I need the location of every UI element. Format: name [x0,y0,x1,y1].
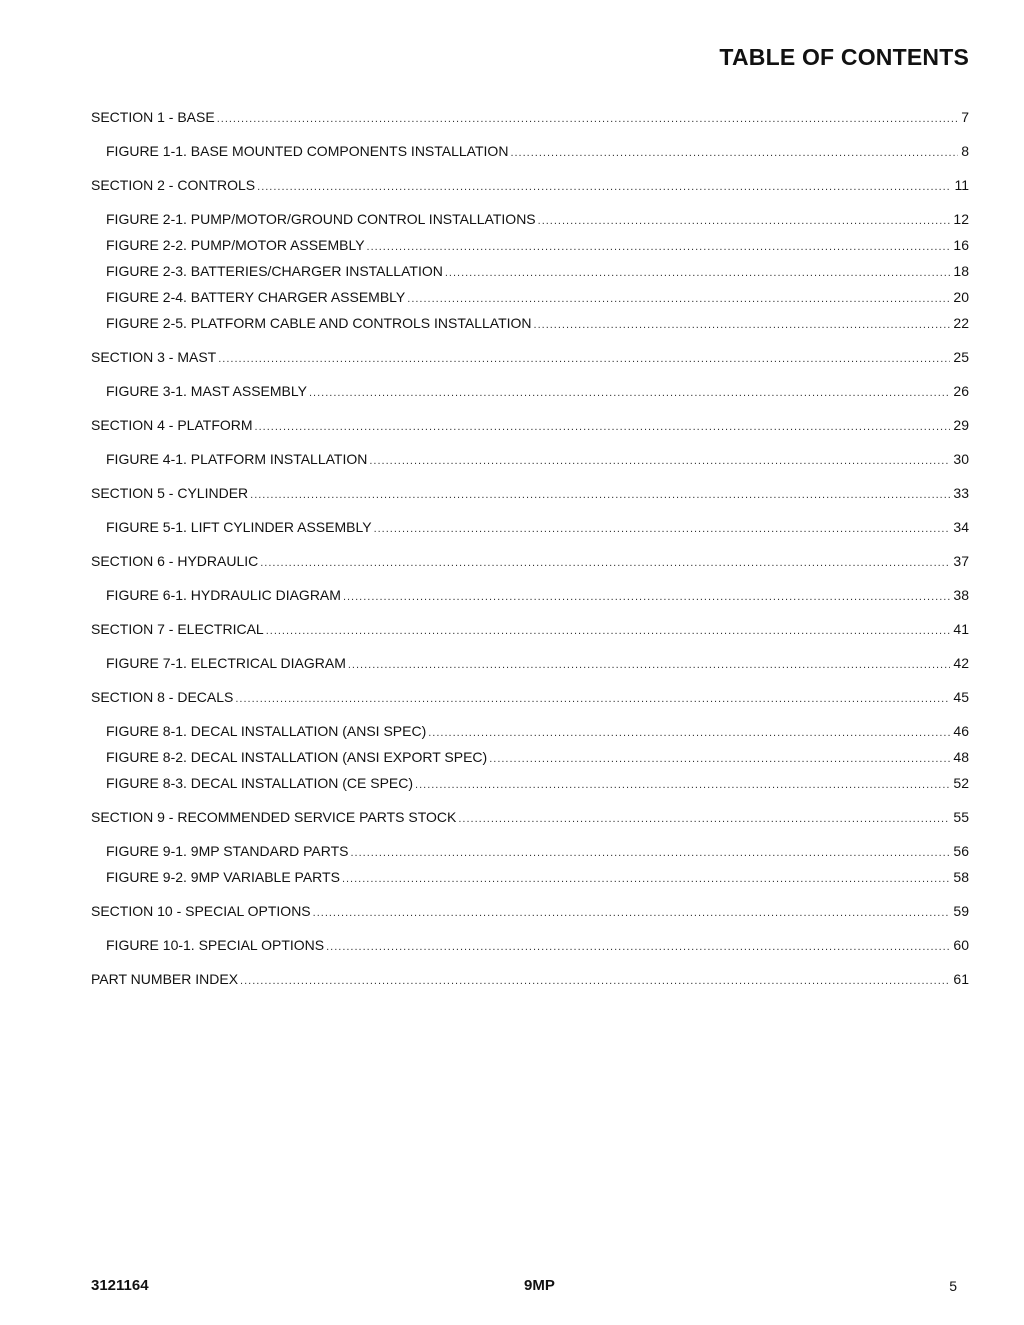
dot-leader [350,844,950,862]
footer-model: 9MP [524,1277,555,1294]
dot-leader [407,290,950,308]
toc-entry-page-number: 30 [953,451,969,467]
toc-entry-page-number: 48 [953,749,969,765]
toc-entry-label: FIGURE 8-2. DECAL INSTALLATION (ANSI EXPORT SPEC) [106,749,488,765]
dot-leader [428,724,950,742]
toc-section-entry[interactable] [91,970,969,988]
dot-leader [313,904,951,922]
dot-leader [309,384,950,402]
toc-entry-label: SECTION 10 - SPECIAL OPTIONS [91,903,311,919]
toc-entry-label: FIGURE 8-3. DECAL INSTALLATION (CE SPEC) [106,775,414,791]
toc-entry-page-number: 18 [953,263,969,279]
page-title: TABLE OF CONTENTS [719,44,969,70]
toc-section-entry[interactable] [91,176,969,194]
footer-page-number: 5 [949,1278,957,1294]
dot-leader [415,776,950,794]
toc-entry-label: FIGURE 4-1. PLATFORM INSTALLATION [106,451,368,467]
dot-leader [343,588,950,606]
toc-figure-entry[interactable] [91,142,969,160]
dot-leader [250,486,950,504]
toc-entry-page-number: 41 [953,621,969,637]
toc-entry-label: SECTION 5 - CYLINDER [91,485,249,501]
dot-leader [217,110,959,128]
toc-entry-page-number: 7 [961,109,969,125]
toc-entry-label: FIGURE 9-1. 9MP STANDARD PARTS [106,843,349,859]
toc-figure-entry[interactable] [91,518,969,536]
toc-entry-page-number: 26 [953,383,969,399]
dot-leader [240,972,950,990]
toc-entry-label: SECTION 8 - DECALS [91,689,234,705]
toc-entry-label: SECTION 6 - HYDRAULIC [91,553,259,569]
toc-section-entry[interactable] [91,552,969,570]
toc-entry-label: SECTION 9 - RECOMMENDED SERVICE PARTS STOCK [91,809,457,825]
toc-figure-entry[interactable] [91,748,969,766]
toc-entry-label: FIGURE 10-1. SPECIAL OPTIONS [106,937,325,953]
toc-section-entry[interactable] [91,902,969,920]
dot-leader [458,810,950,828]
dot-leader [257,178,951,196]
toc-entry-page-number: 42 [953,655,969,671]
toc-entry-label: PART NUMBER INDEX [91,971,239,987]
toc-entry-page-number: 38 [953,587,969,603]
toc-entry-page-number: 55 [953,809,969,825]
dot-leader [538,212,951,230]
toc-entry-label: FIGURE 1-1. BASE MOUNTED COMPONENTS INSTALLATION [106,143,509,159]
toc-entry-page-number: 22 [953,315,969,331]
dot-leader [374,520,951,538]
toc-entry-page-number: 8 [961,143,969,159]
toc-entry-label: FIGURE 2-2. PUMP/MOTOR ASSEMBLY [106,237,365,253]
toc-entry-page-number: 20 [953,289,969,305]
toc-figure-entry[interactable] [91,382,969,400]
toc-entry-page-number: 33 [953,485,969,501]
toc-figure-entry[interactable] [91,236,969,254]
toc-figure-entry[interactable] [91,210,969,228]
toc-section-entry[interactable] [91,416,969,434]
toc-entry-label: FIGURE 2-1. PUMP/MOTOR/GROUND CONTROL INSTALLATIONS [106,211,536,227]
toc-entry-page-number: 11 [954,177,969,193]
dot-leader [266,622,951,640]
toc-figure-entry[interactable] [91,314,969,332]
toc-entry-label: SECTION 3 - MAST [91,349,217,365]
toc-entry-label: FIGURE 7-1. ELECTRICAL DIAGRAM [106,655,346,671]
toc-figure-entry[interactable] [91,842,969,860]
toc-entry-page-number: 12 [953,211,969,227]
toc-figure-entry[interactable] [91,868,969,886]
toc-entry-label: FIGURE 6-1. HYDRAULIC DIAGRAM [106,587,341,603]
toc-entry-page-number: 58 [953,869,969,885]
dot-leader [348,656,951,674]
toc-figure-entry[interactable] [91,262,969,280]
toc-entry-page-number: 60 [953,937,969,953]
toc-section-entry[interactable] [91,688,969,706]
toc-entry-page-number: 45 [953,689,969,705]
toc-entry-label: FIGURE 2-3. BATTERIES/CHARGER INSTALLATION [106,263,443,279]
toc-entry-label: SECTION 4 - PLATFORM [91,417,253,433]
dot-leader [367,238,951,256]
toc-entry-page-number: 52 [953,775,969,791]
dot-leader [510,144,958,162]
toc-section-entry[interactable] [91,348,969,366]
toc-entry-page-number: 59 [953,903,969,919]
toc-figure-entry[interactable] [91,586,969,604]
table-of-contents [91,104,969,988]
toc-entry-label: FIGURE 2-4. BATTERY CHARGER ASSEMBLY [106,289,406,305]
toc-figure-entry[interactable] [91,722,969,740]
toc-section-entry[interactable] [91,108,969,126]
toc-entry-page-number: 46 [953,723,969,739]
toc-section-entry[interactable] [91,484,969,502]
toc-entry-label: SECTION 1 - BASE [91,109,215,125]
toc-entry-label: SECTION 2 - CONTROLS [91,177,256,193]
toc-figure-entry[interactable] [91,288,969,306]
dot-leader [235,690,950,708]
page-footer [91,1277,969,1297]
toc-entry-page-number: 56 [953,843,969,859]
toc-entry-page-number: 61 [953,971,969,987]
dot-leader [260,554,950,572]
toc-entry-label: FIGURE 9-2. 9MP VARIABLE PARTS [106,869,340,885]
toc-figure-entry[interactable] [91,654,969,672]
toc-entry-page-number: 37 [953,553,969,569]
dot-leader [445,264,951,282]
dot-leader [534,316,951,334]
toc-section-entry[interactable] [91,620,969,638]
toc-figure-entry[interactable] [91,450,969,468]
footer-document-number: 3121164 [91,1277,149,1294]
toc-entry-page-number: 29 [953,417,969,433]
dot-leader [369,452,950,470]
dot-leader [255,418,951,436]
toc-entry-page-number: 25 [953,349,969,365]
toc-figure-entry[interactable] [91,774,969,792]
dot-leader [218,350,950,368]
toc-entry-page-number: 34 [953,519,969,535]
toc-entry-page-number: 16 [953,237,969,253]
toc-entry-label: FIGURE 3-1. MAST ASSEMBLY [106,383,307,399]
dot-leader [326,938,950,956]
dot-leader [489,750,950,768]
toc-figure-entry[interactable] [91,936,969,954]
toc-entry-label: FIGURE 5-1. LIFT CYLINDER ASSEMBLY [106,519,372,535]
toc-entry-label: FIGURE 8-1. DECAL INSTALLATION (ANSI SPEC) [106,723,427,739]
toc-section-entry[interactable] [91,808,969,826]
toc-entry-label: FIGURE 2-5. PLATFORM CABLE AND CONTROLS INSTALLATION [106,315,532,331]
dot-leader [342,870,950,888]
toc-entry-label: SECTION 7 - ELECTRICAL [91,621,264,637]
